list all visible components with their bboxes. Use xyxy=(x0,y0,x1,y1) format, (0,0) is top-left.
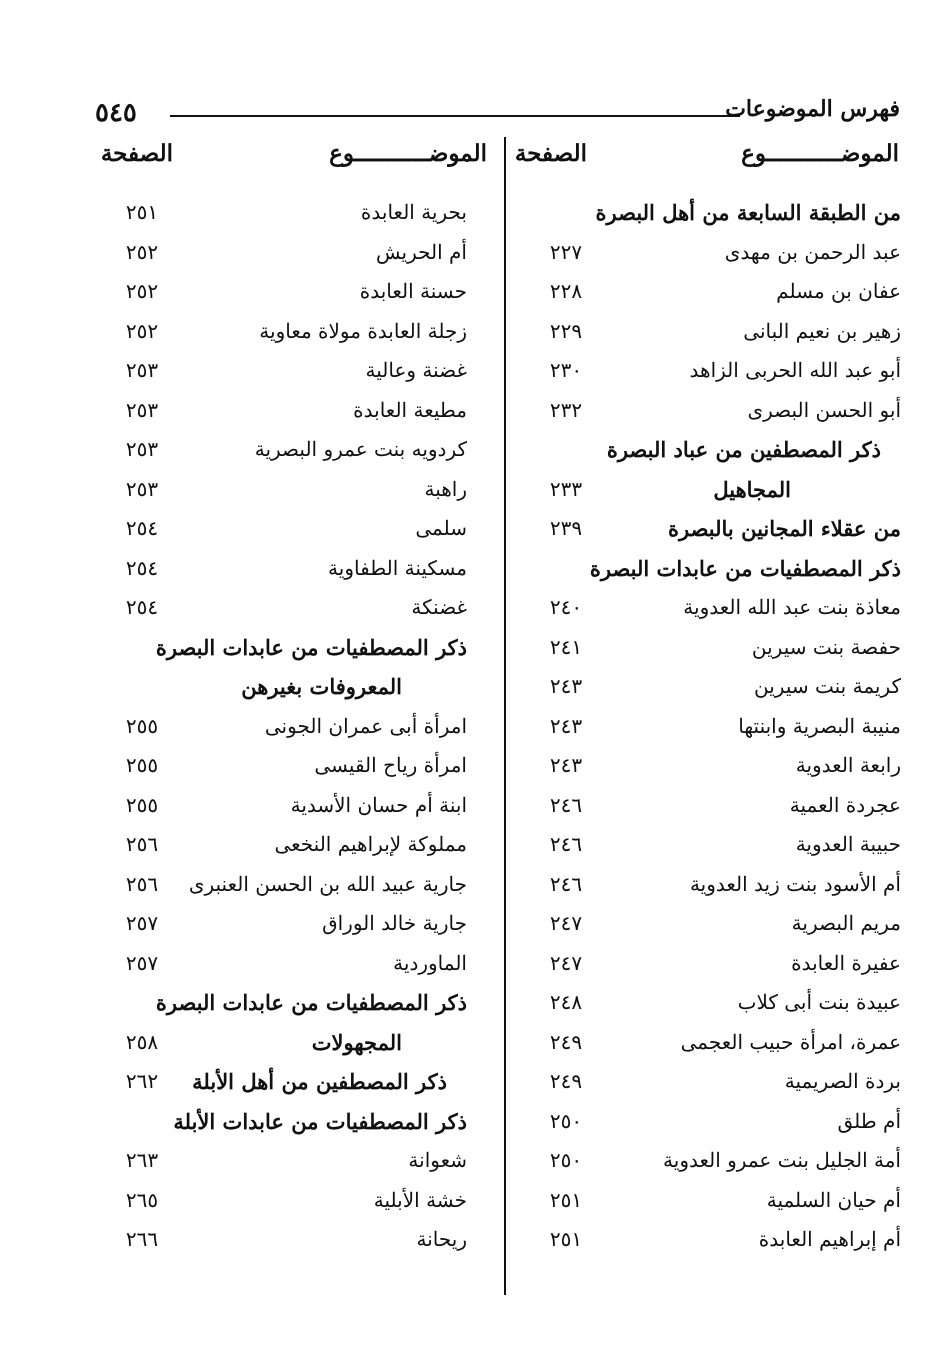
index-entry xyxy=(87,907,487,947)
entry-page-number: ٢٥٥ xyxy=(125,792,159,817)
entry-topic: ذكر المصطفيات من عابدات البصرة xyxy=(155,634,467,660)
index-entry xyxy=(501,1065,901,1105)
entry-topic: بردة الصريمية xyxy=(784,1069,901,1093)
index-section-heading xyxy=(501,196,901,236)
index-section-heading xyxy=(87,670,487,710)
index-section-heading xyxy=(501,552,901,592)
entry-topic: المعروفات بغيرهن xyxy=(241,674,402,699)
running-title: فهرس الموضوعات xyxy=(725,96,900,122)
entry-topic: أم إبراهيم العابدة xyxy=(758,1227,901,1251)
entry-page-number: ٢٥٧ xyxy=(125,911,159,935)
entry-page-number: ٢٤٧ xyxy=(549,950,583,975)
index-entry xyxy=(87,868,487,908)
entry-page-number: ٢٤٦ xyxy=(549,871,583,896)
entry-page-number: ٢٥٨ xyxy=(125,1029,159,1054)
entry-topic: زجلة العابدة مولاة معاوية xyxy=(259,318,467,343)
entry-page-number: ٢٥٢ xyxy=(125,318,159,343)
entry-topic: أم حيان السلمية xyxy=(766,1187,901,1212)
entry-topic: أبو عبد الله الحربى الزاهد xyxy=(689,358,901,382)
index-entry xyxy=(87,196,487,236)
index-entry xyxy=(501,631,901,671)
entry-page-number: ٢٤٣ xyxy=(549,753,583,777)
index-entry xyxy=(501,789,901,829)
entry-topic: ذكر المصطفيات من عابدات البصرة xyxy=(589,555,901,581)
entry-topic: ابنة أم حسان الأسدية xyxy=(290,792,467,817)
entry-topic: راهبة xyxy=(424,476,467,501)
entry-page-number: ٢٥٧ xyxy=(125,950,159,975)
entry-topic: ذكر المصطفيات من عابدات البصرة xyxy=(155,990,467,1015)
entry-topic: عبيدة بنت أبى كلاب xyxy=(737,990,901,1014)
index-entry xyxy=(501,868,901,908)
entry-topic: زهير بن نعيم البانى xyxy=(743,318,901,343)
right-topic-heading: الموضـــــــــــوع xyxy=(741,140,899,167)
entry-topic: أبو الحسن البصرى xyxy=(747,397,901,422)
entry-page-number: ٢٥٦ xyxy=(125,871,159,896)
index-entry xyxy=(87,789,487,829)
entry-topic: من عقلاء المجانين بالبصرة xyxy=(668,516,901,541)
index-entry xyxy=(87,1144,487,1184)
index-section-heading xyxy=(501,433,901,473)
index-entry xyxy=(87,749,487,789)
entry-topic: ذكر المصطفين من عباد البصرة xyxy=(606,437,881,462)
entry-page-number: ٢٤٣ xyxy=(549,674,583,698)
entry-page-number: ٢٦٢ xyxy=(125,1069,159,1093)
index-entry xyxy=(501,749,901,789)
entry-page-number: ٢٦٥ xyxy=(125,1187,159,1212)
index-entry xyxy=(501,1223,901,1263)
entry-page-number: ٢٤٠ xyxy=(549,595,583,619)
entry-topic: سلمى xyxy=(415,516,467,540)
entry-topic: جارية خالد الوراق xyxy=(322,911,467,935)
entry-page-number: ٢٥٣ xyxy=(125,437,159,461)
index-entry xyxy=(87,828,487,868)
entry-page-number: ٢٥٠ xyxy=(549,1108,583,1133)
index-entry xyxy=(87,591,487,631)
index-entry xyxy=(501,670,901,710)
entry-topic: كردويه بنت عمرو البصرية xyxy=(254,437,467,461)
entry-topic: أم طلق xyxy=(837,1108,901,1133)
entry-topic: مطيعة العابدة xyxy=(353,397,467,422)
page-header xyxy=(95,88,900,138)
entry-topic: المجهولات xyxy=(311,1029,402,1055)
page-number: ٥٤٥ xyxy=(95,98,137,128)
index-entry xyxy=(87,512,487,552)
index-entry xyxy=(87,433,487,473)
entry-page-number: ٢٥٣ xyxy=(125,358,159,382)
left-index-column xyxy=(87,196,487,1263)
index-section-heading xyxy=(501,512,901,552)
index-section-heading xyxy=(87,986,487,1026)
entry-page-number: ٢٥١ xyxy=(125,200,159,224)
entry-topic: مسكينة الطفاوية xyxy=(328,555,467,580)
index-section-heading xyxy=(87,631,487,671)
entry-topic: بحرية العابدة xyxy=(360,200,467,224)
index-entry xyxy=(87,1184,487,1224)
entry-topic: حفصة بنت سيرين xyxy=(751,634,901,659)
entry-topic: معاذة بنت عبد الله العدوية xyxy=(683,595,901,619)
entry-page-number: ٢٤٦ xyxy=(549,792,583,817)
entry-page-number: ٢٢٧ xyxy=(549,239,583,264)
index-section-heading xyxy=(501,473,901,513)
entry-page-number: ٢٦٦ xyxy=(125,1227,159,1251)
entry-page-number: ٢٤١ xyxy=(549,634,583,659)
entry-page-number: ٢٣٠ xyxy=(549,358,583,382)
entry-page-number: ٢٤٨ xyxy=(549,990,583,1014)
entry-topic: عمرة، امرأة حبيب العجمى xyxy=(680,1029,901,1054)
entry-topic: شعوانة xyxy=(408,1148,467,1172)
index-entry xyxy=(501,710,901,750)
entry-topic: حسنة العابدة xyxy=(359,279,467,303)
entry-page-number: ٢٥٤ xyxy=(125,555,159,580)
entry-topic: الماوردية xyxy=(393,950,467,975)
index-entry xyxy=(501,828,901,868)
index-entry xyxy=(501,1144,901,1184)
entry-page-number: ٢٤٩ xyxy=(549,1029,583,1054)
entry-topic: عجردة العمية xyxy=(789,792,901,817)
index-entry xyxy=(87,710,487,750)
index-entry xyxy=(87,354,487,394)
entry-topic: عفيرة العابدة xyxy=(791,950,901,975)
entry-page-number: ٢٥٣ xyxy=(125,476,159,501)
entry-topic: منيبة البصرية وابنتها xyxy=(738,713,901,738)
index-entry xyxy=(87,947,487,987)
entry-topic: أم الأسود بنت زيد العدوية xyxy=(689,871,901,896)
entry-topic: ذكر المصطفيات من عابدات الأبلة xyxy=(173,1108,467,1134)
index-entry xyxy=(87,236,487,276)
index-section-heading xyxy=(87,1105,487,1145)
entry-topic: عفان بن مسلم xyxy=(776,279,901,303)
index-entry xyxy=(501,394,901,434)
entry-page-number: ٢٢٩ xyxy=(549,318,583,343)
entry-page-number: ٢٦٣ xyxy=(125,1148,159,1172)
index-entry xyxy=(87,394,487,434)
index-entry xyxy=(501,236,901,276)
entry-topic: مملوكة لإبراهيم النخعى xyxy=(274,832,467,856)
entry-topic: من الطبقة السابعة من أهل البصرة xyxy=(595,200,901,225)
entry-page-number: ٢٤٩ xyxy=(549,1069,583,1093)
index-entry xyxy=(501,315,901,355)
index-section-heading xyxy=(87,1065,487,1105)
index-entry xyxy=(501,275,901,315)
left-page-heading: الصفحة xyxy=(100,140,173,167)
entry-topic: امرأة رياح القيسى xyxy=(314,753,467,777)
entry-topic: حبيبة العدوية xyxy=(795,832,901,856)
left-topic-heading: الموضـــــــــــوع xyxy=(329,140,487,167)
index-entry xyxy=(501,1105,901,1145)
entry-page-number: ٢٥٤ xyxy=(125,595,159,619)
index-entry xyxy=(87,473,487,513)
entry-page-number: ٢٤٧ xyxy=(549,911,583,935)
entry-topic: غضنكة xyxy=(411,595,467,619)
index-entry xyxy=(501,947,901,987)
index-entry xyxy=(87,315,487,355)
entry-page-number: ٢٥٦ xyxy=(125,832,159,856)
right-page-heading: الصفحة xyxy=(514,140,587,167)
entry-page-number: ٢٢٨ xyxy=(549,279,583,303)
entry-topic: غضنة وعالية xyxy=(365,358,467,382)
entry-page-number: ٢٥٤ xyxy=(125,516,159,540)
entry-page-number: ٢٤٣ xyxy=(549,713,583,738)
entry-page-number: ٢٣٩ xyxy=(549,516,583,540)
entry-page-number: ٢٤٦ xyxy=(549,832,583,856)
index-entry xyxy=(501,591,901,631)
entry-page-number: ٢٥٠ xyxy=(549,1148,583,1172)
entry-page-number: ٢٥٥ xyxy=(125,713,159,738)
entry-page-number: ٢٥٣ xyxy=(125,397,159,422)
entry-topic: خشة الأبلية xyxy=(373,1187,467,1212)
entry-topic: مريم البصرية xyxy=(791,911,901,935)
entry-page-number: ٢٣٢ xyxy=(549,397,583,422)
entry-topic: ريحانة xyxy=(416,1227,467,1251)
entry-topic: جارية عبيد الله بن الحسن العنبرى xyxy=(188,871,467,896)
entry-page-number: ٢٥٥ xyxy=(125,753,159,777)
entry-page-number: ٢٥١ xyxy=(549,1227,583,1251)
right-index-column xyxy=(501,196,901,1263)
index-entry xyxy=(501,1026,901,1066)
index-entry xyxy=(501,986,901,1026)
index-entry xyxy=(501,907,901,947)
entry-topic: رابعة العدوية xyxy=(795,753,901,777)
header-rule xyxy=(170,115,740,117)
entry-topic: امرأة أبى عمران الجونى xyxy=(264,713,467,738)
entry-topic: ذكر المصطفين من أهل الأبلة xyxy=(192,1069,447,1094)
index-entry xyxy=(501,1184,901,1224)
entry-topic: عبد الرحمن بن مهدى xyxy=(724,239,901,264)
entry-page-number: ٢٥١ xyxy=(549,1187,583,1212)
index-entry xyxy=(87,275,487,315)
index-section-heading xyxy=(87,1026,487,1066)
entry-page-number: ٢٥٢ xyxy=(125,279,159,303)
index-entry xyxy=(87,552,487,592)
entry-topic: كريمة بنت سيرين xyxy=(754,674,901,698)
index-entry xyxy=(87,1223,487,1263)
entry-page-number: ٢٥٢ xyxy=(125,239,159,264)
entry-topic: أم الحريش xyxy=(376,239,467,264)
entry-topic: أمة الجليل بنت عمرو العدوية xyxy=(663,1148,901,1172)
index-entry xyxy=(501,354,901,394)
entry-page-number: ٢٣٣ xyxy=(549,476,583,501)
entry-topic: المجاهيل xyxy=(713,476,791,502)
